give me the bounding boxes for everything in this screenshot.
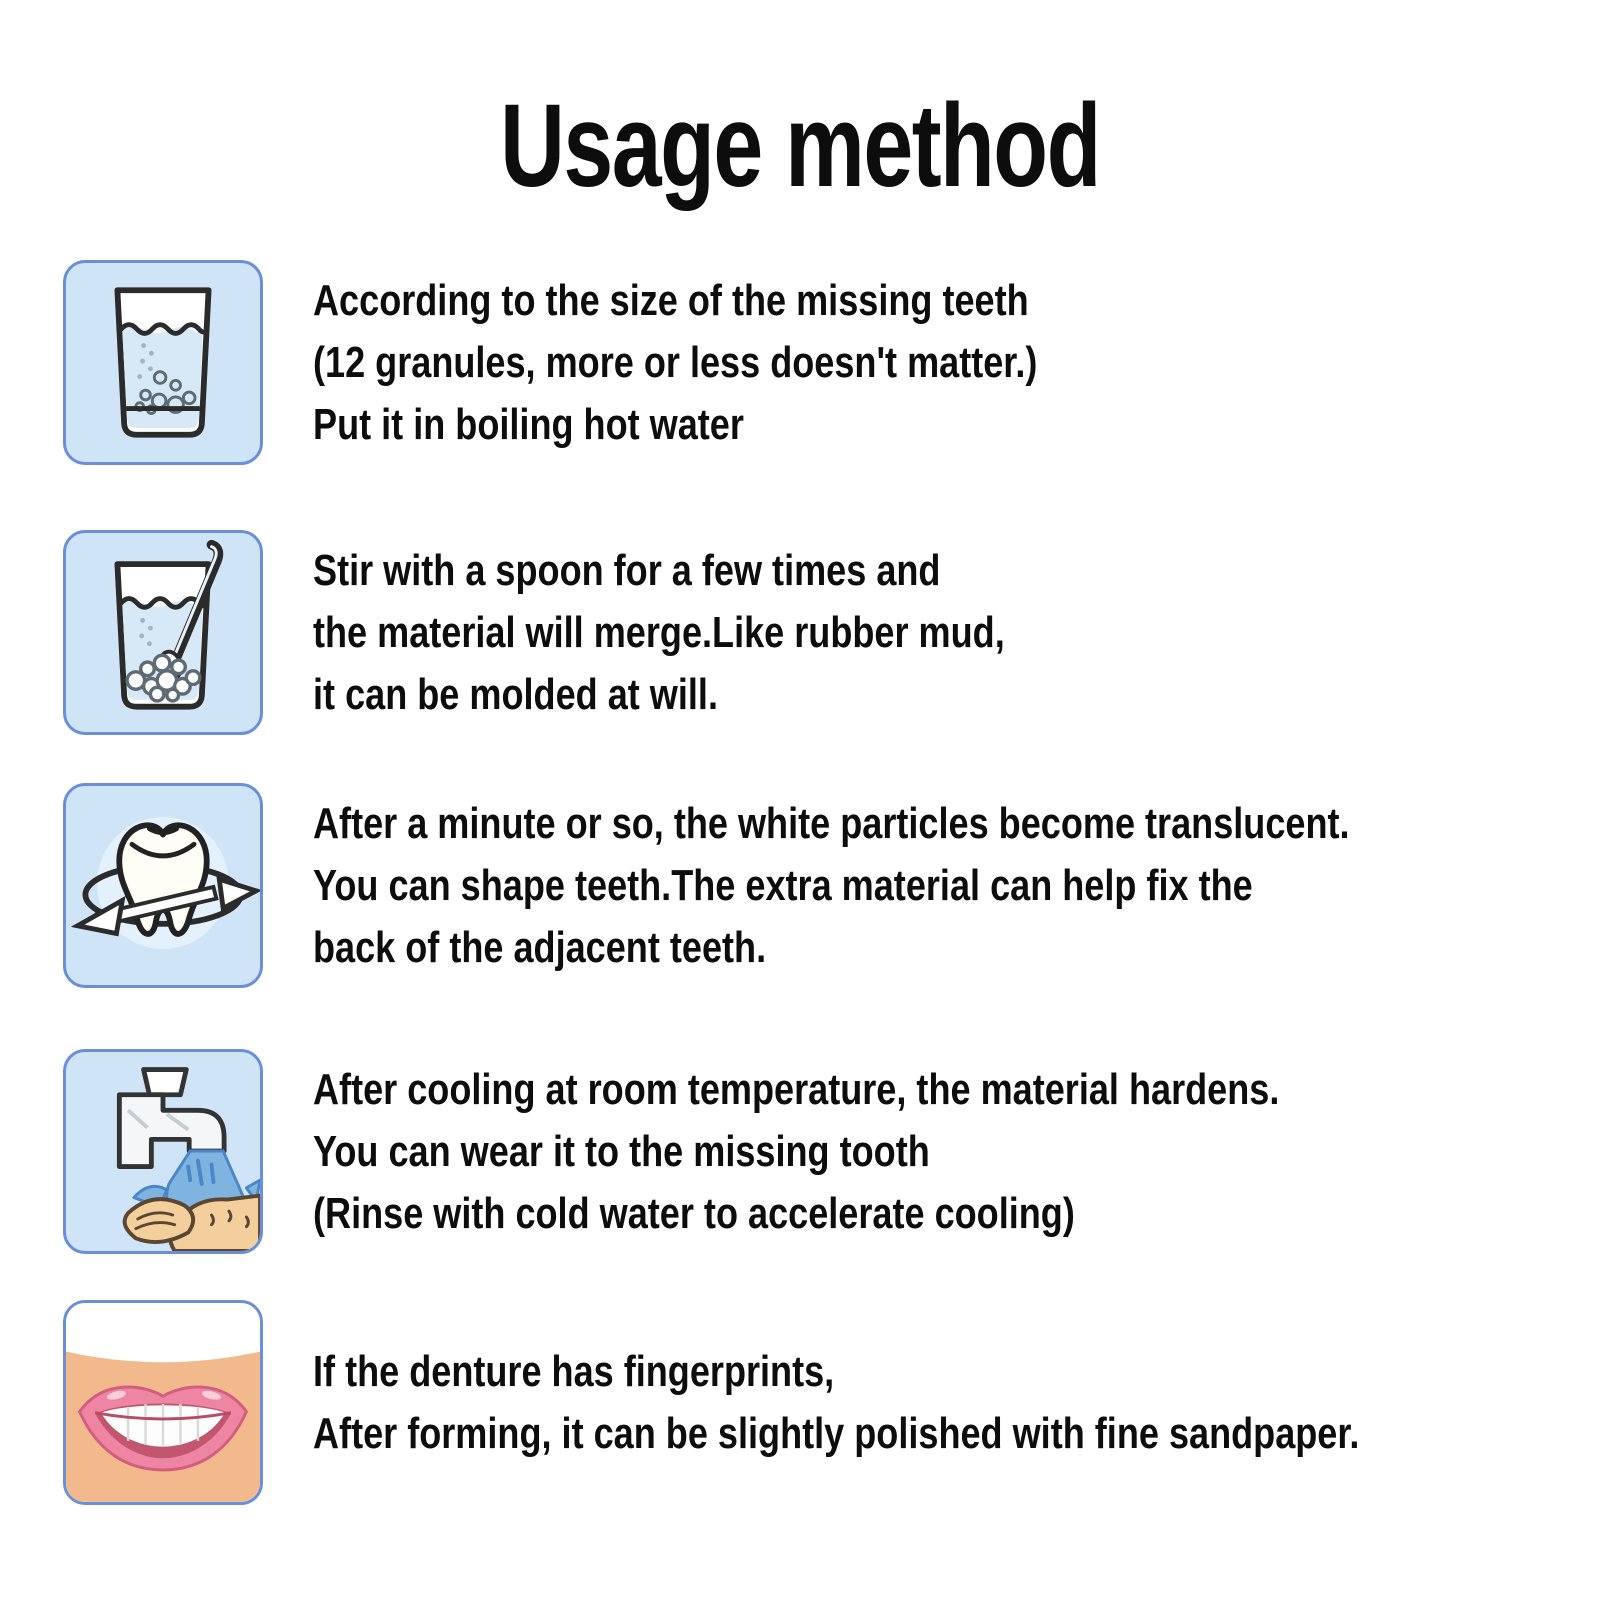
faucet-rinse-hands-icon (66, 1052, 260, 1251)
step4-text (313, 1059, 1279, 1245)
step-text-line: the material will merge.Like rubber mud, (313, 607, 1005, 657)
step2-icon-box (63, 530, 263, 735)
step5-text (313, 1341, 1359, 1465)
step-text-line: You can wear it to the missing tooth (313, 1126, 930, 1176)
step3-text (313, 793, 1350, 979)
step-text-line: (Rinse with cold water to accelerate cooling) (313, 1188, 1075, 1238)
step-text-line: Put it in boiling hot water (313, 399, 744, 449)
step1-text (313, 270, 1037, 456)
glass-with-granules-icon (66, 263, 260, 462)
step5-icon-box (63, 1300, 263, 1505)
step-row-4 (63, 1049, 1491, 1254)
step-text-line: (12 granules, more or less doesn't matter.) (313, 337, 1038, 387)
step1-icon-box (63, 260, 263, 465)
step-text-line: If the denture has fingerprints, (313, 1346, 835, 1396)
step-text-line: After a minute or so, the white particles become translucent. (313, 798, 1350, 848)
step-text-line: it can be molded at will. (313, 669, 718, 719)
step-row-2 (63, 530, 1157, 735)
step-text-line: You can shape teeth.The extra material can help fix the (313, 860, 1253, 910)
step-text-line: After forming, it can be slightly polished with fine sandpaper. (313, 1408, 1360, 1458)
step-text-line: Stir with a spoon for a few times and (313, 545, 941, 595)
step2-text (313, 540, 1005, 726)
step-text-line: After cooling at room temperature, the material hardens. (313, 1064, 1280, 1114)
step-text-line: back of the adjacent teeth. (313, 922, 767, 972)
step-row-1 (63, 260, 1196, 465)
page-title: Usage method (500, 80, 1100, 212)
step-row-3 (63, 783, 1577, 988)
step-row-5 (63, 1300, 1589, 1505)
step3-icon-box (63, 783, 263, 988)
smiling-mouth-icon (66, 1303, 260, 1502)
tooth-rotation-icon (66, 786, 260, 985)
step-text-line: According to the size of the missing teeth (313, 275, 1029, 325)
step4-icon-box (63, 1049, 263, 1254)
stir-spoon-glass-icon (66, 533, 260, 732)
